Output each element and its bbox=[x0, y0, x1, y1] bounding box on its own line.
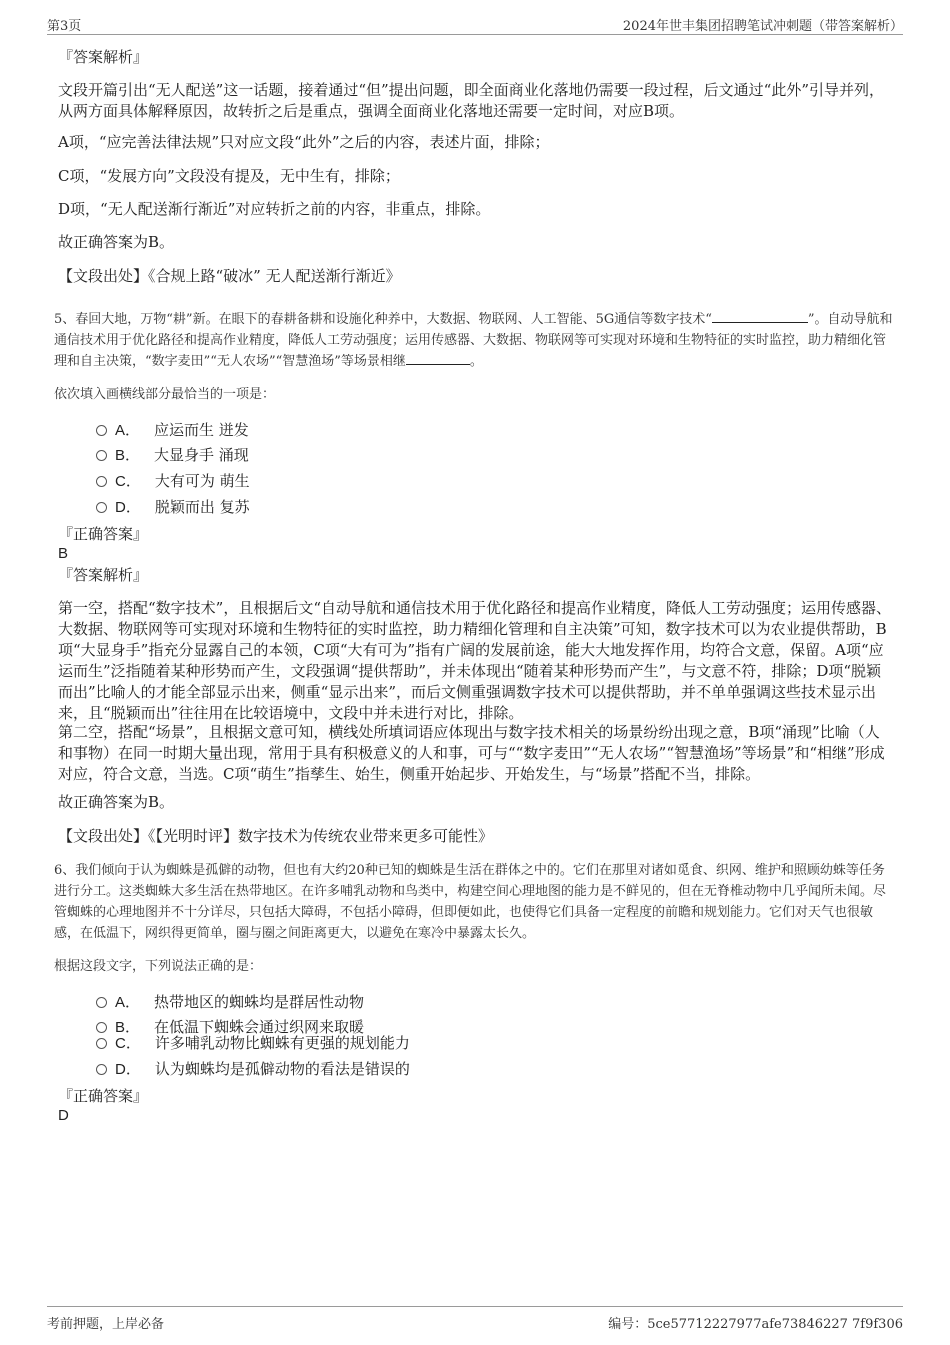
page-header bbox=[47, 14, 903, 35]
q4-analysis-p2: A项，“应完善法律法规”只对应文段“此外”之后的内容，表述片面，排除； bbox=[58, 133, 550, 151]
q5-analysis-p1: 第一空，搭配“数字技术”，且根据后文“自动导航和通信技术用于优化路径和提高作业精度，降低人工劳动强度；运用传感器、大数据、物联网等可实现对环境和生物特征的实时监控，助力精细化管理和自主决策”可知，数字技术可以为农业提供帮助，B项“大显身手”指充分显露自己的本领，C项“大有可为”指有广阔的发展前途，能大大地发挥作用，均符合文意，保留。A项“应运而生”泛指随着某种形势而产生，文段强调“提供帮助”，并未体现出“随着某种形势而产生”，与文意不符，排除；D项“脱颖而出”比喻人的才能全部显示出来，侧重“显示出来”，而后文侧重强调数字技术可以提供帮助，并不单单强调这些技术显示出来，且“脱颖而出”往往用在比较语境中，文段中并未进行对比，排除。 bbox=[58, 599, 892, 722]
q5-stem bbox=[54, 309, 896, 372]
q4-analysis-p1: 文段开篇引出“无人配送”这一话题，接着通过“但”提出问题，即全面商业化落地仍需要一段过程，后文通过“此外”引导并列，从两方面具体解释原因，故转折之后是重点，强调全面商业化落地还需要一定时间，对应B项。 bbox=[58, 81, 885, 120]
footer-slogan: 考前押题，上岸必备 bbox=[47, 1317, 165, 1332]
q6-option-d[interactable]: D． 认为蜘蛛均是孤僻动物的看法是错误的 bbox=[96, 1059, 410, 1080]
q6-option-b[interactable]: B． 在低温下蜘蛛会通过织网来取暖 bbox=[96, 1017, 364, 1038]
q5-analysis-p3: 故正确答案为B。 bbox=[58, 793, 175, 811]
page-footer bbox=[47, 1306, 903, 1331]
q6-prompt: 根据这段文字，下列说法正确的是： bbox=[54, 959, 263, 974]
q5-analysis-p2: 第二空，搭配“场景”，且根据文意可知，横线处所填词语应体现出与数字技术相关的场景纷纷出现之意，B项“涌现”比喻（人和事物）在同一时期大量出现，常用于具有积极意义的人和事，可与““数字麦田”“无人农场”“智慧渔场”等场景”和“相继”形成对应，符合文意，当选。C项“萌生”指孳生、始生，侧重开始起步、开始发生，与“场景”搭配不当，排除。 bbox=[58, 723, 885, 783]
q5-stem-part3: 。 bbox=[469, 354, 483, 369]
q5-stem-part1: 5、春回大地，万物“耕”新。在眼下的春耕备耕和设施化种养中，大数据、物联网、人工智能、5G通信等数字技术“ bbox=[54, 312, 712, 327]
q5-source: 【文段出处】《【光明时评】数字技术为传统农业带来更多可能性》 bbox=[58, 827, 494, 845]
q4-analysis-p4: D项，“无人配送渐行渐近”对应转折之前的内容，非重点，排除。 bbox=[58, 200, 491, 218]
radio-icon[interactable] bbox=[96, 1064, 107, 1075]
q5-option-b[interactable]: B． 大显身手 涌现 bbox=[96, 445, 249, 466]
q6-option-c[interactable]: C． 许多哺乳动物比蜘蛛有更强的规划能力 bbox=[96, 1033, 410, 1054]
radio-icon[interactable] bbox=[96, 1038, 107, 1049]
page-number: 第3页 bbox=[47, 19, 82, 34]
q5-analysis-label: 『答案解析』 bbox=[58, 566, 149, 584]
q5-prompt: 依次填入画横线部分最恰当的一项是： bbox=[54, 387, 276, 402]
q4-analysis-p3: C项，“发展方向”文段没有提及，无中生有，排除； bbox=[58, 167, 400, 185]
radio-icon[interactable] bbox=[96, 502, 107, 513]
q6-option-a[interactable]: A． 热带地区的蜘蛛均是群居性动物 bbox=[96, 992, 364, 1013]
q5-option-a[interactable]: A． 应运而生 迸发 bbox=[96, 420, 249, 441]
q4-analysis-label: 『答案解析』 bbox=[58, 48, 149, 66]
q5-blank-1 bbox=[712, 309, 808, 323]
q5-answer: B bbox=[58, 545, 69, 562]
radio-icon[interactable] bbox=[96, 1022, 107, 1033]
radio-icon[interactable] bbox=[96, 425, 107, 436]
q6-answer: D bbox=[58, 1107, 69, 1124]
radio-icon[interactable] bbox=[96, 997, 107, 1008]
q5-answer-label: 『正确答案』 bbox=[58, 525, 149, 543]
q6-answer-label: 『正确答案』 bbox=[58, 1087, 149, 1105]
radio-icon[interactable] bbox=[96, 450, 107, 461]
q5-stem-part2: ”。自动导航和通信技术用于优化路径和提高作业精度，降低人工劳动强度；运用传感器、大数据、物联网等可实现对环境和生物特征的实时监控，助力精细化管理和自主决策，“数字麦田”“无人农场”“智慧渔场”等场景相继 bbox=[54, 312, 893, 369]
q6-stem: 6、我们倾向于认为蜘蛛是孤僻的动物，但也有大约20种已知的蜘蛛是生活在群体之中的。它们在那里对诸如觅食、织网、维护和照顾幼蛛等任务进行分工。这类蜘蛛大多生活在热带地区。在许多哺乳动物和鸟类中，构建空间心理地图的能力是不鲜见的，但在无脊椎动物中几乎闻所未闻。尽管蜘蛛的心理地图并不十分详尽，只包括大障碍，不包括小障碍，但即便如此，也使得它们具备一定程度的前瞻和规划能力。它们对天气也很敏感，在低温下，网织得更简单，圈与圈之间距离更大，以避免在寒冷中暴露太长久。 bbox=[54, 863, 887, 941]
q5-blank-2 bbox=[406, 351, 470, 365]
radio-icon[interactable] bbox=[96, 476, 107, 487]
q5-option-d[interactable]: D． 脱颖而出 复苏 bbox=[96, 497, 250, 518]
q4-source: 【文段出处】《合规上路“破冰” 无人配送渐行渐近》 bbox=[58, 267, 401, 285]
q4-analysis-p5: 故正确答案为B。 bbox=[58, 233, 175, 251]
q5-option-c[interactable]: C． 大有可为 萌生 bbox=[96, 471, 250, 492]
document-serial: 编号：5ce57712227977afe73846227 7f9f306 bbox=[608, 1317, 903, 1332]
document-title: 2024年世丰集团招聘笔试冲刺题（带答案解析） bbox=[622, 19, 903, 34]
